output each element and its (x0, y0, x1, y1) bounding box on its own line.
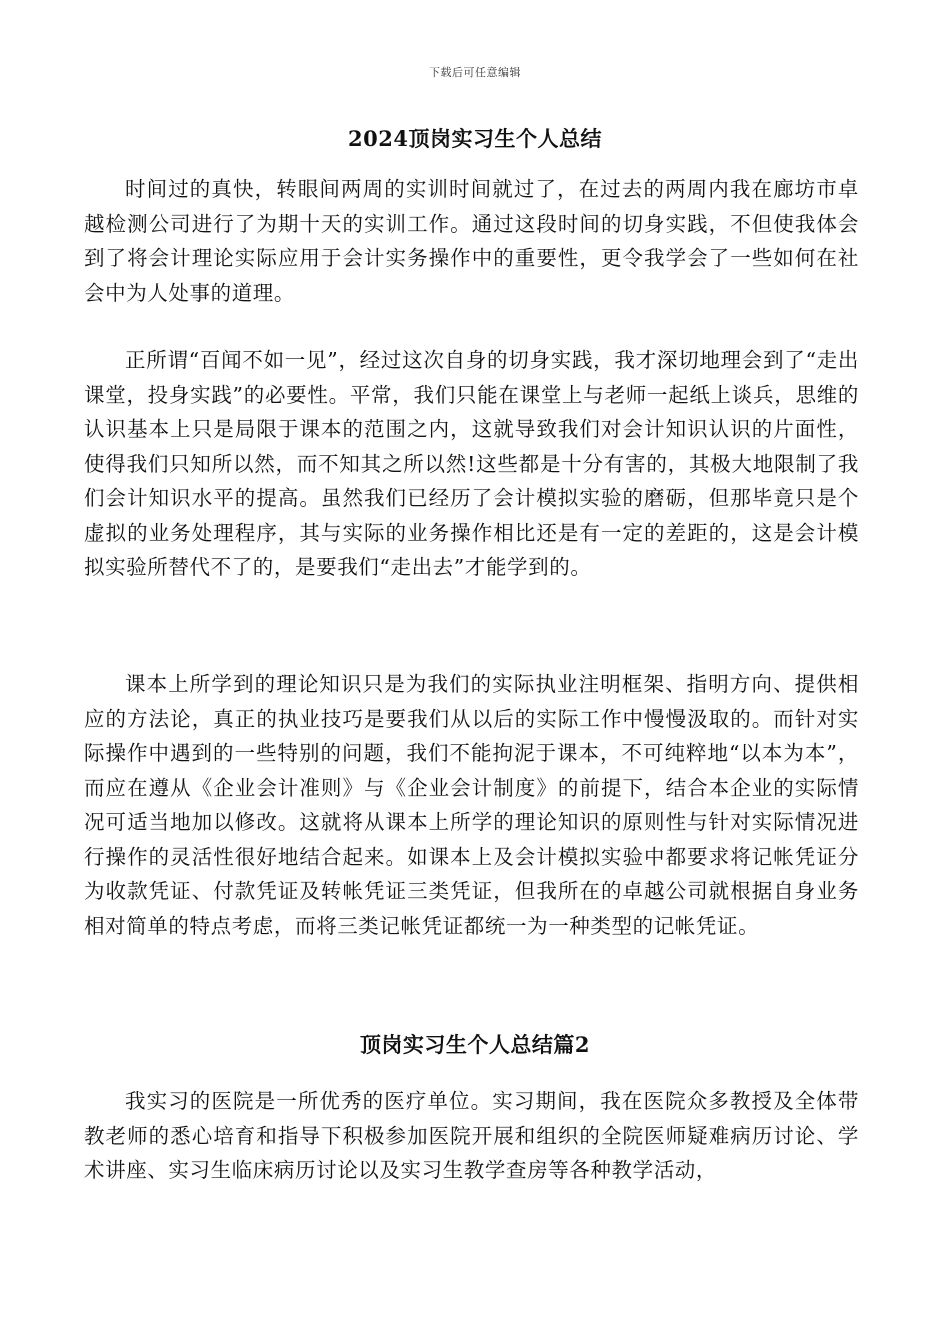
paragraph-2: 正所谓“百闻不如一见”，经过这次自身的切身实践，我才深切地理会到了“走出课堂，投身实践”的必要性。平常，我们只能在课堂上与老师一起纸上谈兵，思维的认识基本上只是局限于课本的范围之内，这就导致我们对会计知识认识的片面性，使得我们只知所以然，而不知其之所以然!这些都是十分有害的，其极大地限制了我们会计知识水平的提高。虽然我们已经历了会计模拟实验的磨砺，但那毕竟只是个虚拟的业务处理程序，其与实际的业务操作相比还是有一定的差距的，这是会计模拟实验所替代不了的，是要我们“走出去”才能学到的。 (84, 348, 859, 579)
section-2-paragraph: 我实习的医院是一所优秀的医疗单位。实习期间，我在医院众多教授及全体带教老师的悉心培育和指导下积极参加医院开展和组织的全院医师疑难病历讨论、学术讲座、实习生临床病历讨论以及实习生教学查房等各种教学活动， (84, 1089, 859, 1182)
paragraph-3: 课本上所学到的理论知识只是为我们的实际执业注明框架、指明方向、提供相应的方法论，真正的执业技巧是要我们从以后的实际工作中慢慢汲取的。而针对实际操作中遇到的一些特别的问题，我们不能拘泥于课本，不可纯粹地“以本为本”，而应在遵从《企业会计准则》与《企业会计制度》的前提下，结合本企业的实际情况可适当地加以修改。这就将从课本上所学的理论知识的原则性与针对实际情况进行操作的灵活性很好地结合起来。如课本上及会计模拟实验中都要求将记帐凭证分为收款凭证、付款凭证及转帐凭证三类凭证，但我所在的卓越公司就根据自身业务相对简单的特点考虑，而将三类记帐凭证都统一为一种类型的记帐凭证。 (84, 672, 859, 938)
paragraph-1: 时间过的真快，转眼间两周的实训时间就过了，在过去的两周内我在廊坊市卓越检测公司进行了为期十天的实训工作。通过这段时间的切身实践，不但使我体会到了将会计理论实际应用于会计实务操作中的重要性，更令我学会了一些如何在社会中为人处事的道理。 (84, 177, 859, 305)
document-title: 2024顶岗实习生个人总结 (348, 126, 602, 151)
section-2-title: 顶岗实习生个人总结篇2 (359, 1032, 591, 1057)
header-note: 下载后可任意编辑 (429, 66, 521, 79)
